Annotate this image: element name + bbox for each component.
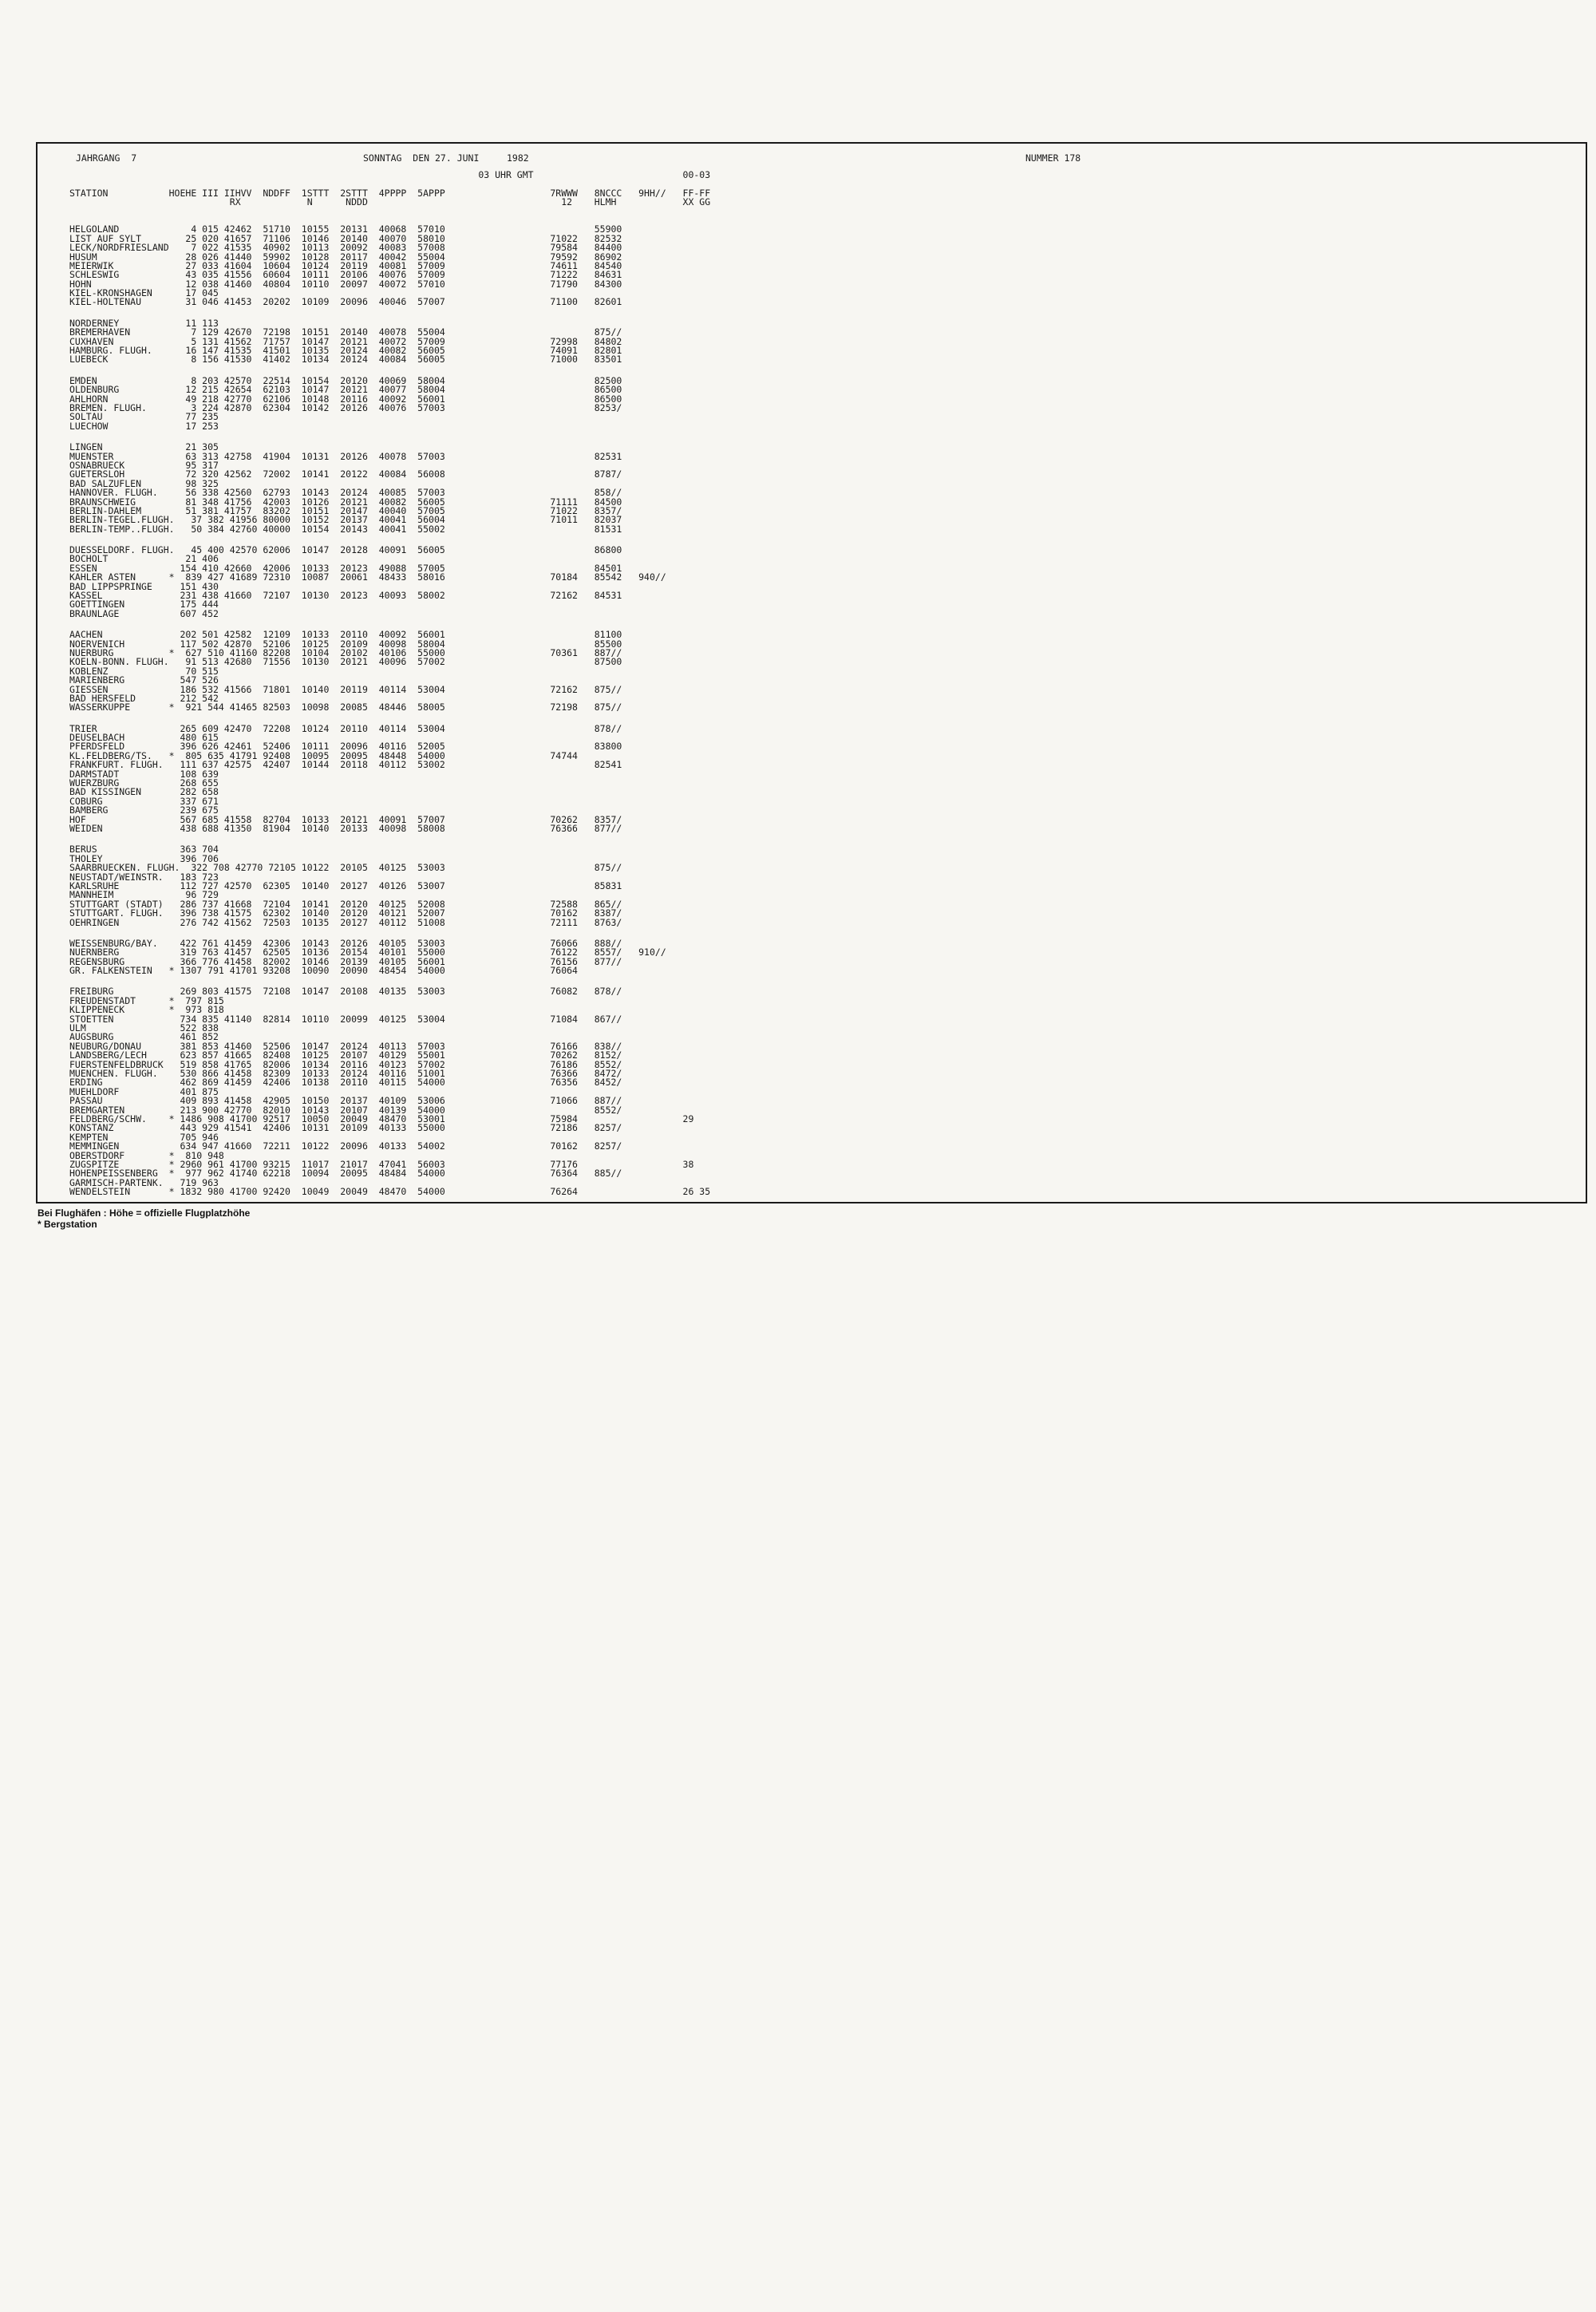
station-row: WENDELSTEIN * 1832 980 41700 92420 10049 20049 48470 54000 76264 26 35 xyxy=(69,1186,711,1198)
station-row: GR. FALKENSTEIN * 1307 791 41701 93208 10090 20090 48454 54000 76064 xyxy=(69,965,578,977)
station-row: BERLIN-DAHLEM 51 381 41757 83202 10151 20147 40040 57005 71022 8357/ xyxy=(69,504,622,516)
footnote-flughafen-hoehe: Bei Flughäfen : Höhe = offizielle Flugplatzhöhe xyxy=(38,1207,251,1219)
station-row: OLDENBURG 12 215 42654 62103 10147 20121 40077 58004 86500 xyxy=(69,384,622,396)
station-row: THOLEY 396 706 xyxy=(69,852,219,864)
station-row: FELDBERG/SCHW. * 1486 908 41700 92517 10050 20049 48470 53001 75984 29 xyxy=(69,1113,694,1124)
station-row: NOERVENICH 117 502 42870 52106 10125 20109 40098 58004 85500 xyxy=(69,638,622,650)
station-row: HOF 567 685 41558 82704 10133 20121 40091 57007 70262 8357/ xyxy=(69,813,622,825)
footnote-bergstation: * Bergstation xyxy=(38,1219,97,1230)
station-row: HUSUM 28 026 41440 59902 10128 20117 40042 55004 79592 86902 xyxy=(69,251,622,263)
station-row: KOBLENZ 70 515 xyxy=(69,665,219,677)
station-row: HANNOVER. FLUGH. 56 338 42560 62793 10143 20124 40085 57003 858// xyxy=(69,487,622,499)
jahrgang-label: JAHRGANG 7 xyxy=(76,152,137,164)
station-row: SAARBRUECKEN. FLUGH. 322 708 42770 72105 10122 20105 40125 53003 875// xyxy=(69,862,622,874)
station-row: NEUBURG/DONAU 381 853 41460 52506 10147 20124 40113 57003 76166 838// xyxy=(69,1040,622,1052)
station-row: BREMGARTEN 213 900 42770 82010 10143 20107 40139 54000 8552/ xyxy=(69,1104,622,1116)
station-row: OBERSTDORF * 810 948 xyxy=(69,1149,224,1161)
station-block xyxy=(69,225,710,307)
station-row: ULM 522 838 xyxy=(69,1022,219,1034)
station-row: WUERZBURG 268 655 xyxy=(69,777,219,789)
station-row: MUEHLDORF 401 875 xyxy=(69,1085,219,1097)
station-row: WEIDEN 438 688 41350 81904 10140 20133 40098 58008 76366 877// xyxy=(69,823,622,834)
station-row: REGENSBURG 366 776 41458 82002 10146 20139 40105 56001 76156 877// xyxy=(69,955,622,967)
station-row: AACHEN 202 501 42582 12109 10133 20110 40092 56001 81100 xyxy=(69,629,622,641)
station-row: ZUGSPITZE * 2960 961 41700 93215 11017 21017 47041 56003 77176 38 xyxy=(69,1158,694,1170)
station-row: TRIER 265 609 42470 72208 10124 20110 40114 53004 878// xyxy=(69,722,622,734)
station-row: KEMPTEN 705 946 xyxy=(69,1131,219,1143)
station-block xyxy=(69,546,710,619)
station-row: LUECHOW 17 253 xyxy=(69,420,219,432)
station-row: COBURG 337 671 xyxy=(69,795,219,807)
station-row: KARLSRUHE 112 727 42570 62305 10140 20127 40126 53007 85831 xyxy=(69,879,622,891)
station-row: MEIERWIK 27 033 41604 10604 10124 20119 40081 57009 74611 84540 xyxy=(69,259,622,271)
station-row: HELGOLAND 4 015 42462 51710 10155 20131 40068 57010 55900 xyxy=(69,223,622,235)
station-row: KIEL-KRONSHAGEN 17 045 xyxy=(69,287,219,299)
station-row: AHLHORN 49 218 42770 62106 10148 20116 40092 56001 86500 xyxy=(69,393,622,405)
station-row: KLIPPENECK * 973 818 xyxy=(69,1004,224,1016)
station-row: EMDEN 8 203 42570 22514 10154 20120 40069 58004 82500 xyxy=(69,374,622,386)
station-block xyxy=(69,374,710,432)
station-row: BREMERHAVEN 7 129 42670 72198 10151 20140 40078 55004 875// xyxy=(69,326,622,338)
station-row: BAD KISSINGEN 282 658 xyxy=(69,786,219,798)
station-block xyxy=(69,939,710,976)
station-row: BERLIN-TEMP..FLUGH. 50 384 42760 40000 10154 20143 40041 55002 81531 xyxy=(69,523,622,535)
station-row: AUGSBURG 461 852 xyxy=(69,1031,219,1043)
station-block xyxy=(69,630,710,713)
station-row: MEMMINGEN 634 947 41660 72211 10122 20096 40133 54002 70162 8257/ xyxy=(69,1140,622,1152)
station-row: HAMBURG. FLUGH. 16 147 41535 41501 10135 20124 40082 56005 74091 82801 xyxy=(69,345,622,357)
station-block xyxy=(69,319,710,365)
station-row: BERLIN-TEGEL.FLUGH. 37 382 41956 80000 10152 20137 40041 56004 71011 82037 xyxy=(69,514,622,526)
station-row: DUESSELDORF. FLUGH. 45 400 42570 62006 10147 20128 40091 56005 86800 xyxy=(69,544,622,556)
station-row: BAD LIPPSPRINGE 151 430 xyxy=(69,580,219,592)
station-row: PFERDSFELD 396 626 42461 52406 10111 20096 40116 52005 83800 xyxy=(69,741,622,753)
station-block xyxy=(69,722,710,834)
station-row: HOHENPEISSENBERG * 977 962 41740 62218 10094 20095 48484 54000 76364 885// xyxy=(69,1168,622,1180)
station-row: GOETTINGEN 175 444 xyxy=(69,599,219,611)
station-row: DARMSTADT 108 639 xyxy=(69,768,219,780)
station-row: MANNHEIM 96 729 xyxy=(69,889,219,901)
station-row: LECK/NORDFRIESLAND 7 022 41535 40902 10113 20092 40083 57008 79584 84400 xyxy=(69,242,622,254)
issue-number: NUMMER 178 xyxy=(1025,152,1081,164)
station-row: KIEL-HOLTENAU 31 046 41453 20202 10109 20096 40046 57007 71100 82601 xyxy=(69,296,622,308)
station-row: FRANKFURT. FLUGH. 111 637 42575 42407 10144 20118 40112 53002 82541 xyxy=(69,759,622,771)
station-row: MARIENBERG 547 526 xyxy=(69,674,219,686)
station-row: OSNABRUECK 95 317 xyxy=(69,459,219,471)
bulletin-frame xyxy=(36,142,1587,1203)
station-row: NUERBURG * 627 510 41160 82208 10104 20102 40106 55000 70361 887// xyxy=(69,646,622,658)
station-block xyxy=(69,443,710,534)
station-row: LANDSBERG/LECH 623 857 41665 82408 10125 20107 40129 55001 70262 8152/ xyxy=(69,1049,622,1061)
station-row: BRAUNLAGE 607 452 xyxy=(69,607,219,619)
station-row: PASSAU 409 893 41458 42905 10150 20137 40109 53006 71066 887// xyxy=(69,1095,622,1107)
station-block xyxy=(69,845,710,927)
station-row: FREUDENSTADT * 797 815 xyxy=(69,994,224,1006)
date-line: SONNTAG DEN 27. JUNI 1982 xyxy=(363,152,529,164)
station-row: BAD HERSFELD 212 542 xyxy=(69,692,219,704)
station-row: KAHLER ASTEN * 839 427 41689 72310 10087 20061 48433 58016 70184 85542 940// xyxy=(69,571,666,583)
column-subheader-line: RX N NDDD 12 HLMH XX GG xyxy=(69,196,711,208)
time-header-line: 03 UHR GMT 00-03 xyxy=(69,169,711,180)
station-row: NUERNBERG 319 763 41457 62505 10136 20154 40101 55000 76122 8557/ 910// xyxy=(69,947,666,958)
station-row: BAD SALZUFLEN 98 325 xyxy=(69,477,219,489)
station-row: MUENCHEN. FLUGH. 530 866 41458 82309 10133 20124 40116 51001 76366 8472/ xyxy=(69,1067,622,1079)
station-row: OEHRINGEN 276 742 41562 72503 10135 20127 40112 51008 72111 8763/ xyxy=(69,916,622,928)
station-row: KL.FELDBERG/TS. * 805 635 41791 92408 10095 20095 48448 54000 74744 xyxy=(69,749,578,761)
station-row: WASSERKUPPE * 921 544 41465 82503 10098 20085 48446 58005 72198 875// xyxy=(69,702,622,713)
station-row: KOELN-BONN. FLUGH. 91 513 42680 71556 10130 20121 40096 57002 87500 xyxy=(69,656,622,668)
station-row: KASSEL 231 438 41660 72107 10130 20123 40093 58002 72162 84531 xyxy=(69,590,622,602)
column-header-line: STATION HOEHE III IIHVV NDDFF 1STTT 2STTT 4PPPP 5APPP 7RWWW 8NCCC 9HH// FF-FF xyxy=(69,187,711,199)
station-row: LINGEN 21 305 xyxy=(69,441,219,453)
station-row: WEISSENBURG/BAY. 422 761 41459 42306 10143 20126 40105 53003 76066 888// xyxy=(69,937,622,949)
station-row: STOETTEN 734 835 41140 82814 10110 20099 40125 53004 71084 867// xyxy=(69,1013,622,1025)
data-sheet xyxy=(69,171,710,1196)
station-row: LUEBECK 8 156 41530 41402 10134 20124 40084 56005 71000 83501 xyxy=(69,354,622,366)
station-row: GARMISCH-PARTENK. 719 963 xyxy=(69,1176,219,1188)
station-row: LIST AUF SYLT 25 020 41657 71106 10146 20140 40070 58010 71022 82532 xyxy=(69,232,622,244)
station-row: CUXHAVEN 5 131 41562 71757 10147 20121 40072 57009 72998 84802 xyxy=(69,335,622,347)
station-row: KONSTANZ 443 929 41541 42406 10131 20109 40133 55000 72186 8257/ xyxy=(69,1122,622,1134)
station-row: FREIBURG 269 803 41575 72108 10147 20108 40135 53003 76082 878// xyxy=(69,986,622,998)
station-row: BERUS 363 704 xyxy=(69,844,219,856)
station-row: GUETERSLOH 72 320 42562 72002 10141 20122 40084 56008 8787/ xyxy=(69,468,622,480)
station-row: ERDING 462 869 41459 42406 10138 20110 40115 54000 76356 8452/ xyxy=(69,1077,622,1089)
station-row: NORDERNEY 11 113 xyxy=(69,317,219,329)
station-row: GIESSEN 186 532 41566 71801 10140 20119 40114 53004 72162 875// xyxy=(69,683,622,695)
station-row: HOHN 12 038 41460 40804 10110 20097 40072 57010 71790 84300 xyxy=(69,278,622,290)
station-row: STUTTGART. FLUGH. 396 738 41575 62302 10140 20120 40121 52007 70162 8387/ xyxy=(69,907,622,919)
blank-line xyxy=(69,207,710,216)
station-row: SOLTAU 77 235 xyxy=(69,411,219,423)
station-row: BRAUNSCHWEIG 81 348 41756 42003 10126 20121 40082 56005 71111 84500 xyxy=(69,496,622,508)
station-row: DEUSELBACH 480 615 xyxy=(69,732,219,744)
station-row: ESSEN 154 410 42660 42006 10133 20123 49088 57005 84501 xyxy=(69,562,622,574)
station-row: SCHLESWIG 43 035 41556 60604 10111 20106 40076 57009 71222 84631 xyxy=(69,269,622,281)
station-row: STUTTGART (STADT) 286 737 41668 72104 10141 20120 40125 52008 72588 865// xyxy=(69,898,622,910)
footnotes xyxy=(38,1207,250,1230)
station-block xyxy=(69,987,710,1196)
station-row: BOCHOLT 21 406 xyxy=(69,553,219,565)
station-row: MUENSTER 63 313 42758 41904 10131 20126 40078 57003 82531 xyxy=(69,450,622,462)
station-row: FUERSTENFELDBRUCK 519 858 41765 82006 10134 20116 40123 57002 76186 8552/ xyxy=(69,1058,622,1070)
station-row: NEUSTADT/WEINSTR. 183 723 xyxy=(69,871,219,883)
station-row: BAMBERG 239 675 xyxy=(69,804,219,816)
station-row: BREMEN. FLUGH. 3 224 42870 62304 10142 20126 40076 57003 8253/ xyxy=(69,401,622,413)
